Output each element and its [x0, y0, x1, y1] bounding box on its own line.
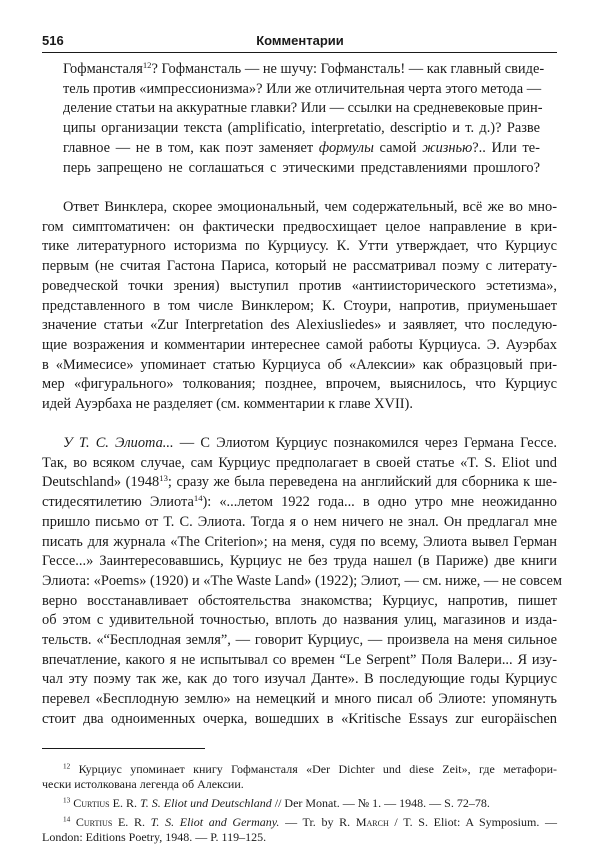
text-line — [42, 356, 557, 376]
italic-text: формулы — [318, 139, 374, 156]
text-segment: перевел «Бесплодную землю» на немецкий и много писал об Элиоте: упомянуть — [42, 691, 557, 708]
text-line — [42, 710, 557, 730]
text-segment: тельств. «“Бесплодная земля”, — говорит Курциус, — произвела на меня сильное — [42, 632, 557, 649]
footnote-12 — [42, 762, 557, 792]
text-segment: об этом с удивительной точностью, вплоть до названия улиц, магазинов и изда- — [42, 612, 557, 629]
text-segment: самой — [373, 139, 423, 156]
text-line — [42, 796, 557, 811]
footnote-ref: 13 — [159, 473, 168, 484]
text-line — [63, 99, 543, 119]
text-segment: тике литературного историзма по Курциусу. К. Утти утверждает, что Курциус — [42, 238, 557, 255]
footnote-ref: 12 — [63, 762, 71, 771]
text-line — [42, 473, 557, 493]
text-line — [42, 592, 557, 612]
text-segment: Curtius — [73, 796, 110, 810]
text-segment: ? Гофмансталь — не шучу: Гофмансталь! — как главный свиде- — [151, 61, 545, 77]
text-line — [42, 815, 557, 830]
text-segment: // Der Monat. — № 1. — 1948. — S. 72–78. — [271, 796, 490, 810]
text-line — [63, 139, 540, 159]
text-line — [42, 533, 557, 553]
text-segment: ): «...летом 1922 года... в одно утро мне неожиданно — [202, 494, 558, 511]
text-segment: Ответ Винклера, скорее эмоциональный, чем содержательный, всё же во мно- — [63, 199, 557, 215]
text-line — [63, 59, 545, 80]
text-segment: Элиота: «Poems» (1920) и «The Waste Land» (1922); Элиот, — см. ниже, — не совсем — [42, 572, 562, 589]
text-line — [42, 513, 557, 533]
text-line — [42, 830, 557, 845]
text-segment: E. R. — [112, 815, 151, 829]
text-line — [42, 762, 557, 777]
text-segment: March — [355, 815, 389, 829]
text-segment: Гессе...» Заинтересовавшись, Курциус не без труда нашел (в Париже) две книги — [42, 553, 557, 570]
header-rule — [42, 52, 557, 53]
paragraph — [42, 198, 557, 415]
text-segment: Deutschland» (1948 — [42, 474, 160, 491]
running-title: Комментарии — [256, 33, 344, 48]
text-segment: роведческой точки зрения) выступил против «антиисторического эстетизма», — [42, 277, 557, 294]
text-line — [42, 198, 557, 218]
text-segment: Курциус упоминает книгу Гофмансталя «Der Dichter und diese Zeit», где метафори- — [70, 762, 557, 776]
text-segment: первым (не считая Гастона Париса, который не рассматривал поэму с литерату- — [42, 258, 557, 275]
text-line — [42, 651, 557, 671]
text-segment: Curtius — [75, 815, 113, 829]
text-segment: щие возражения и комментарии интереснее самой работы Курциуса. Э. Ауэрбах — [42, 336, 557, 353]
footnote-ref: 12 — [142, 59, 152, 70]
text-line — [63, 80, 540, 100]
page-number: 516 — [42, 33, 64, 48]
footnote-ref: 13 — [63, 796, 71, 805]
paragraph-quote — [63, 59, 545, 178]
text-segment: значение статьи «Zur Interpretation des Alexiusliedes» и заявляет, что последую- — [42, 317, 557, 334]
text-line — [63, 159, 540, 179]
text-line — [42, 336, 557, 356]
text-segment: идей Ауэрбаха не разделяет (см. комментарии к главе XVII). — [42, 396, 413, 413]
text-line — [42, 434, 557, 454]
text-segment: пришло письмо от Т. С. Элиота. Тогда я о нем ничего не знал. Он предлагал мне — [42, 513, 557, 530]
text-line — [42, 237, 557, 257]
text-segment: Гофмансталя — [63, 61, 143, 77]
text-line — [42, 297, 557, 317]
text-segment: в «Мимесисе» упоминает статью Курциуса об «Алексии» как образцовый при- — [42, 356, 557, 373]
text-segment: тель против «импрессионизма»? Или же отличительная черта этого метода — — [63, 80, 542, 97]
text-line — [42, 493, 557, 513]
italic-text: жизнью — [422, 139, 473, 156]
text-segment: впечатление, какого я не испытывал со времен “Le Serpent” Поля Валери... Я изу- — [42, 651, 557, 668]
text-line — [42, 552, 557, 572]
text-segment: главное — не в том, как поэт заменяет — [63, 139, 319, 156]
footnote-14 — [42, 815, 557, 845]
footnote-13 — [42, 796, 557, 811]
text-segment: чал эту поэму так же, как до того изучал Данте». В последующие годы Курциус — [42, 671, 557, 688]
text-line — [63, 119, 540, 139]
text-segment: ; сразу же была переведена на английский для сборника к ше- — [167, 474, 557, 491]
text-segment: — С Элиотом Курциус познакомился через Германа Гессе. — [173, 435, 557, 451]
text-line — [42, 218, 557, 238]
text-segment: — Tr. by R. — [279, 815, 356, 829]
text-line — [42, 277, 557, 297]
text-line — [42, 257, 557, 277]
text-line — [42, 572, 562, 592]
footnote-ref: 14 — [193, 492, 203, 503]
text-line — [42, 316, 557, 336]
text-line — [42, 454, 557, 474]
paragraph — [42, 434, 562, 730]
text-segment: деление статьи на аккуратные главки? Или — ссылки на средневековые прин- — [63, 100, 543, 117]
text-segment: ?.. Или те- — [472, 139, 540, 156]
italic-text: У Т. С. Элиота... — [63, 435, 174, 451]
text-segment: мер «фигурального» толкования; позднее, впрочем, выяснилось, что Курциус — [42, 376, 557, 393]
text-line — [42, 611, 557, 631]
text-segment: писать для журнала «The Criterion»; на меня, судя по всему, Элиота вывел Герман — [42, 533, 557, 550]
text-segment: стоит два одноименных очерка, вошедших в «Kritische Essays zur europäischen — [42, 710, 557, 727]
text-line — [42, 631, 557, 651]
text-segment: верно восстанавливает обстоятельства знакомства; Курциус, напротив, пишет — [42, 592, 557, 609]
text-line — [42, 690, 557, 710]
text-segment: перь запрещено не соглашаться с этическими представлениями прошлого? — [63, 159, 540, 176]
text-segment: Так, во всяком случае, сам Курциус предполагает в своей статье «T. S. Eliot und — [42, 454, 557, 471]
italic-text: T. S. Eliot and Germany. — [150, 815, 280, 829]
text-line — [42, 375, 557, 395]
text-line — [42, 670, 557, 690]
text-segment: чески истолкована легенда об Алексии. — [42, 777, 244, 791]
text-segment: стидесятилетию Элиота — [42, 494, 194, 511]
text-line — [42, 777, 557, 792]
text-line — [42, 395, 557, 415]
text-segment: E. R. — [109, 796, 140, 810]
footnote-ref: 14 — [63, 815, 71, 824]
italic-text: T. S. Eliot und Deutschland — [139, 796, 272, 810]
text-segment: представленного в том числе Винклером; К. Стоури, напротив, приуменьшает — [42, 297, 557, 314]
footnote-separator — [42, 748, 205, 749]
text-segment: гом симптоматичен: он фактически предвосхищает целое направление в кри- — [42, 218, 557, 235]
text-segment: / T. S. Eliot: A Symposium. — — [388, 815, 558, 829]
text-segment: ципы организации текста (amplificatio, interpretatio, descriptio и т. д.)? Разве — [63, 120, 540, 137]
text-segment: London: Editions Poetry, 1948. — P. 119–125. — [42, 830, 267, 844]
